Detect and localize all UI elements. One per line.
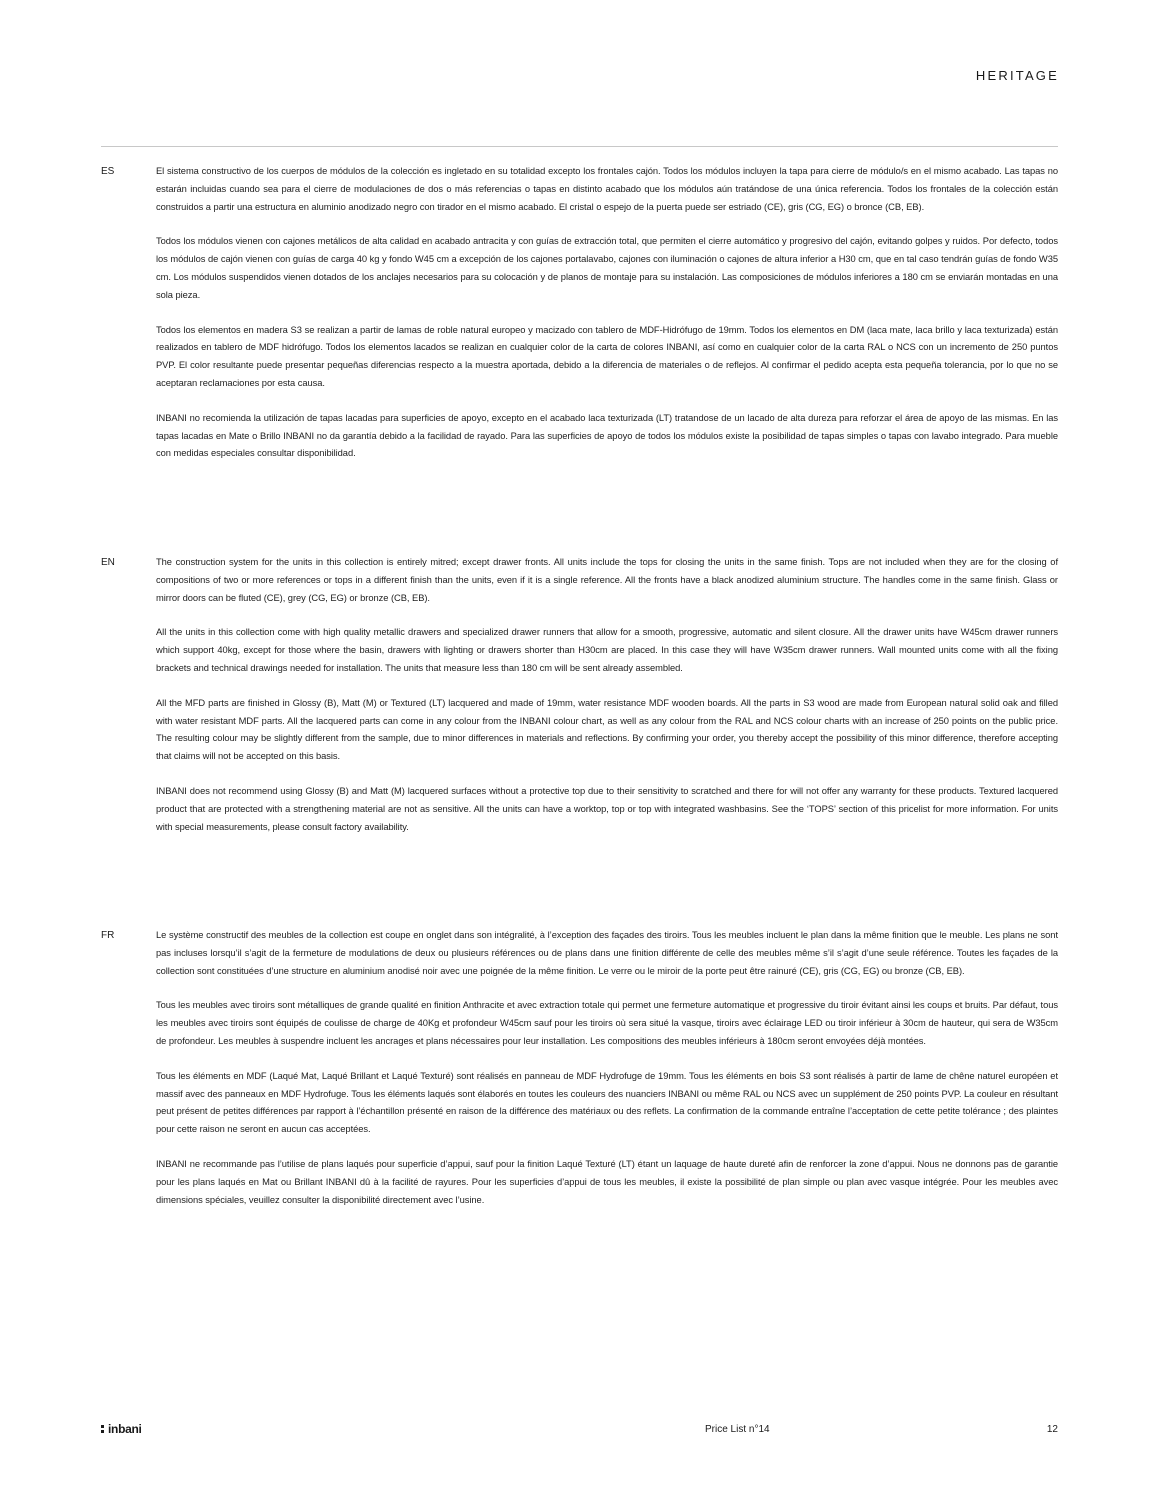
paragraph: Le système constructif des meubles de la collection est coupe en onglet dans son intégralité, à l’exception des façades des tiroirs. Tous les meubles incluent le plan dans la même finition que le meuble. Les plans ne sont pas incluses lorsqu’il s’agit de la fermeture de modulations de deux ou plusieurs références ou de plans dans une finition différente de celle des meubles même s’il s’agit d’une seule référence. Toutes les façades de la collection sont constituées d’une structure en aluminium anodisé noir avec une poignée de la même finition. Le verre ou le miroir de la porte peut être rainuré (CE), gris (CG, EG) ou bronze (CB, EB). [156,930,1058,976]
page-header-title: HERITAGE [975,68,1059,83]
paragraph: Todos los elementos en madera S3 se realizan a partir de lamas de roble natural europeo y macizado con tablero de MDF-Hidrófugo de 19mm. Todos los elementos en DM (laca mate, laca brillo y laca texturizada) están realizados en tablero de MDF hidrófugo. Todos los elementos lacados se realizan en cualquier color de la carta de colores INBANI, así como en cualquier color de la carta RAL o NCS con un incremento de 250 puntos PVP. El color resultante puede presentar pequeñas diferencias respecto a la muestra aportada, debido a la diferencia de materiales o de reflejos. Al confirmar el pedido acepta esta pequeña tolerancia, por lo que no se aceptaran reclamaciones por esta causa. [156,324,1058,388]
section-body [156,927,1058,1226]
paragraph: Todos los módulos vienen con cajones metálicos de alta calidad en acabado antracita y con guías de extracción total, que permiten el cierre automático y progresivo del cajón, evitando golpes y ruidos. Por defecto, todos los módulos de cajón vienen con guías de carga 40 kg y fondo W45 cm a excepción de los cajones portalavabo, cajones con iluminación o cajones de altura inferior a H30 cm, que en tal caso tendrán guías de fondo W35 cm. Los módulos suspendidos vienen dotados de los anclajes necesarios para su colocación y de planos de montaje para su instalación. Las composiciones de módulos inferiores a 180 cm se enviarán montadas en una sola pieza. [156,236,1058,300]
paragraph: INBANI no recomienda la utilización de tapas lacadas para superficies de apoyo, excepto en el acabado laca texturizada (LT) tratandose de un lacado de alta dureza para reforzar el área de apoyo de las mismas. En las tapas lacadas en Mate o Brillo INBANI no da garantía debido a la facilidad de rayado. Para las superficies de apoyo de todos los módulos existe la posibilidad de tapas simples o tapas con lavabo integrado. Para mueble con medidas especiales consultar disponibilidad. [156,412,1058,459]
inbani-logo [101,1422,142,1436]
paragraph: Tous les meubles avec tiroirs sont métalliques de grande qualité en finition Anthracite et avec extraction totale qui permet une fermeture automatique et progressive du tiroir évitant ainsi les coups et bruits. Par défaut, tous les meubles avec tiroirs sont équipés de coulisse de charge de 40Kg et profondeur W45cm sauf pour les tiroirs où sera situé la vasque, tiroirs avec éclairage LED ou tiroir inférieur à 30cm de hauteur, qui sera de W35cm de profondeur. Les meubles à suspendre incluent les ancrages et plans nécessaires pour leur installation. Les compositions des meubles inférieurs à 180cm seront envoyées déjà montées. [156,1000,1058,1046]
paragraph: All the MFD parts are finished in Glossy (B), Matt (M) or Textured (LT) lacquered and made of 19mm, water resistance MDF wooden boards. All the parts in S3 wood are made from European natural solid oak and filled with water resistant MDF parts. All the lacquered parts can come in any colour from the INBANI colour chart, as well as any colour from the RAL and NCS colour charts with an increase of 250 points on the public price. The resulting colour may be slightly different from the sample, due to minor differences in materials and reflections. By confirming your order, you thereby accept the possibility of this minor difference, therefore accepting that claims will not be accepted on this basis. [156,697,1058,762]
paragraph: The construction system for the units in this collection is entirely mitred; except drawer fronts. All units include the tops for closing the units in the same finish. Tops are not included when they are for the closing of compositions of two or more references or tops in a different finish than the units, even if it is a single reference. All the fronts have a black anodized aluminium structure. The handles come in the same finish. Glass or mirror doors can be fluted (CE), grey (CG, EG) or bronze (CB, EB). [156,557,1058,603]
language-label: ES [101,166,115,177]
language-label: FR [101,930,115,941]
language-label: EN [101,557,115,568]
paragraph: INBANI does not recommend using Glossy (B) and Matt (M) lacquered surfaces without a protective top due to their sensitivity to scratched and there for will not offer any warranty for these products. Textured lacquered product that are protected with a strengthening material are not as sensitive. All the units can have a worktop, top or top with integrated washbasins. See the ‘TOPS’ section of this pricelist for more information. For units with special measurements, please consult factory availability. [156,785,1058,832]
section-body [156,554,1058,853]
logo-wordmark: inbani [108,1422,142,1436]
paragraph: Tous les éléments en MDF (Laqué Mat, Laqué Brillant et Laqué Texturé) sont réalisés en panneau de MDF Hydrofuge de 19mm. Tous les éléments en bois S3 sont réalisés à partir de lame de chêne naturel européen et massif avec des panneaux en MDF Hydrofuge. Tous les éléments laqués sont élaborés en toutes les couleurs des nuanciers INBANI ou même RAL ou NCS avec un supplément de 250 points PVP. La couleur en résultant peut présent de petites différences par rapport à l’échantillon présenté en raison de la différence des matériaux ou des reflets. La confirmation de la commande entraîne l’acceptation de cette petite tolérance ; des plaintes pour cette raison ne seront en aucun cas acceptées. [156,1070,1058,1135]
header-divider [101,146,1058,147]
logo-dots-icon [101,1425,104,1433]
paragraph: All the units in this collection come with high quality metallic drawers and specialized drawer runners that allow for a smooth, progressive, automatic and silent closure. All the drawer units have W45cm drawer runners which support 40kg, except for those where the basin, drawers with lighting or drawers shorter than H30cm are placed. In this case they will have W35cm drawer runners. Wall mounted units come with all the fixing brackets and technical drawings needed for installation. The units that measure less than 180 cm will be sent already assembled. [156,627,1058,673]
paragraph: INBANI ne recommande pas l’utilise de plans laqués pour superficie d’appui, sauf pour la finition Laqué Texturé (LT) étant un laquage de haute dureté afin de renforcer la zone d’appui. Nous ne donnons pas de garantie pour les plans laqués en Mat ou Brillant INBANI dû à la facilité de rayures. Pour les superficies d’appui de tous les meubles, il existe la possibilité de plan simple ou plan avec vasque intégrée. Pour les meubles avec dimensions spéciales, veuillez consulter la disponibilité directement avec l’usine. [156,1158,1058,1205]
paragraph: El sistema constructivo de los cuerpos de módulos de la colección es ingletado en su totalidad excepto los frontales cajón. Todos los módulos incluyen la tapa para cierre de módulo/s en el mismo acabado. Las tapas no estarán incluidas cuando sea para el cierre de modulaciones de dos o más referencias o tapas en distinto acabado que los módulos aún tratándose de una única referencia. Todos los frontales de la colección están construidos a partir una estructura en aluminio anodizado negro con tirador en el mismo acabado. El cristal o espejo de la puerta puede ser estriado (CE), gris (CG, EG) o bronce (CB, EB). [156,166,1058,212]
price-list-label: Price List n°14 [705,1424,770,1435]
section-body [156,163,1058,480]
page-number: 12 [1046,1424,1058,1435]
